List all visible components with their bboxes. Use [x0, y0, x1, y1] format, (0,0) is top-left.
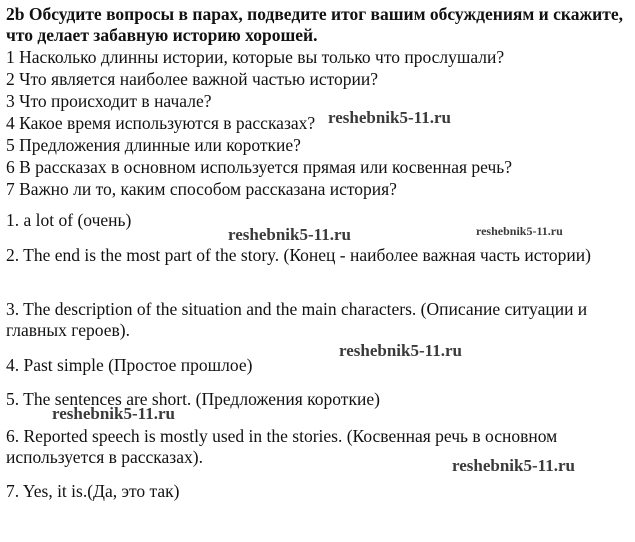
question-4: 4 Какое время используются в рассказах? [6, 113, 316, 133]
question-3: 3 Что происходит в начале? [6, 91, 212, 111]
watermark: reshebnik5-11.ru [452, 456, 575, 475]
question-2: 2 Что является наиболее важной частью истории? [6, 69, 378, 89]
question-1: 1 Насколько длинны истории, которые вы только что прослушали? [6, 47, 505, 67]
watermark: reshebnik5-11.ru [339, 341, 462, 360]
watermark: reshebnik5-11.ru [328, 108, 451, 127]
question-6: 6 В рассказах в основном используется прямая или косвенная речь? [6, 157, 513, 177]
question-5: 5 Предложения длинные или короткие? [6, 135, 301, 155]
answer-4: 4. Past simple (Простое прошлое) [6, 355, 253, 375]
answer-7: 7. Yes, it is.(Да, это так) [6, 481, 180, 501]
answer-3: 3. The description of the situation and the main characters. (Описание ситуации и главных героев). [6, 299, 588, 340]
question-7: 7 Важно ли то, каким способом рассказана история? [6, 179, 397, 199]
watermark: reshebnik5-11.ru [52, 404, 175, 423]
watermark: reshebnik5-11.ru [476, 224, 563, 238]
answer-2: 2. The end is the most part of the story. (Конец - наиболее важная часть истории) [6, 245, 591, 265]
task-heading: 2b Обсудите вопросы в парах, подведите итог вашим обсуждениям и скажите, что делает забавную историю хорошей. [6, 4, 623, 45]
answer-6: 6. Reported speech is mostly used in the stories. (Косвенная речь в основном используется в рассказах). [6, 426, 558, 467]
watermark: reshebnik5-11.ru [228, 225, 351, 244]
answer-5: 5. The sentences are short. (Предложения короткие) [6, 389, 380, 409]
answer-1: 1. a lot of (очень) [6, 210, 132, 230]
